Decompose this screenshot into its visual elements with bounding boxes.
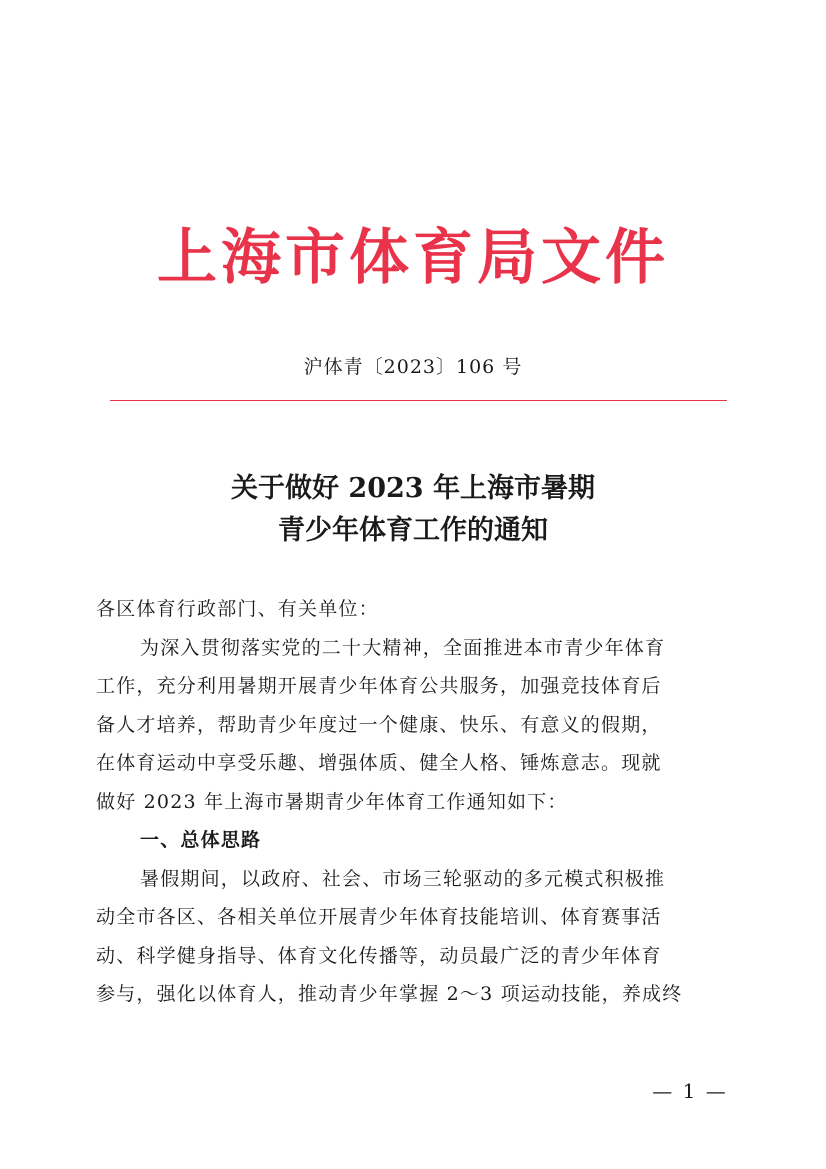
section-heading: 一、总体思路 xyxy=(140,829,262,851)
document-title-line-1: 关于做好 2023 年上海市暑期 xyxy=(231,473,595,504)
red-divider xyxy=(110,400,727,401)
document-number: 沪体青〔2023〕106 号 xyxy=(303,356,523,378)
body-line: 动、科学健身指导、体育文化传播等，动员最广泛的青少年体育 xyxy=(96,944,662,967)
document-title xyxy=(0,468,826,552)
body-line: 在体育运动中享受乐趣、增强体质、健全人格、锤炼意志。现就 xyxy=(96,752,662,774)
body-line: 动全市各区、各相关单位开展青少年体育技能培训、体育赛事活 xyxy=(96,906,662,928)
page-number: — 1 — xyxy=(652,1079,728,1103)
body-line: 做好 2023 年上海市暑期青少年体育工作通知如下： xyxy=(96,790,568,813)
body-line: 暑假期间，以政府、社会、市场三轮驱动的多元模式积极推 xyxy=(140,867,666,890)
body-line: 为深入贯彻落实党的二十大精神，全面推进本市青少年体育 xyxy=(140,636,666,659)
salutation: 各区体育行政部门、有关单位： xyxy=(96,598,379,620)
document-body xyxy=(96,590,736,1014)
body-line: 工作，充分利用暑期开展青少年体育公共服务，加强竞技体育后 xyxy=(96,675,662,697)
body-line: 参与，强化以体育人，推动青少年掌握 2～3 项运动技能，养成终 xyxy=(96,983,683,1005)
body-line: 备人才培养，帮助青少年度过一个健康、快乐、有意义的假期， xyxy=(96,713,662,736)
document-title-line-2: 青少年体育工作的通知 xyxy=(278,515,548,546)
agency-title: 上海市体育局文件 xyxy=(157,223,669,293)
